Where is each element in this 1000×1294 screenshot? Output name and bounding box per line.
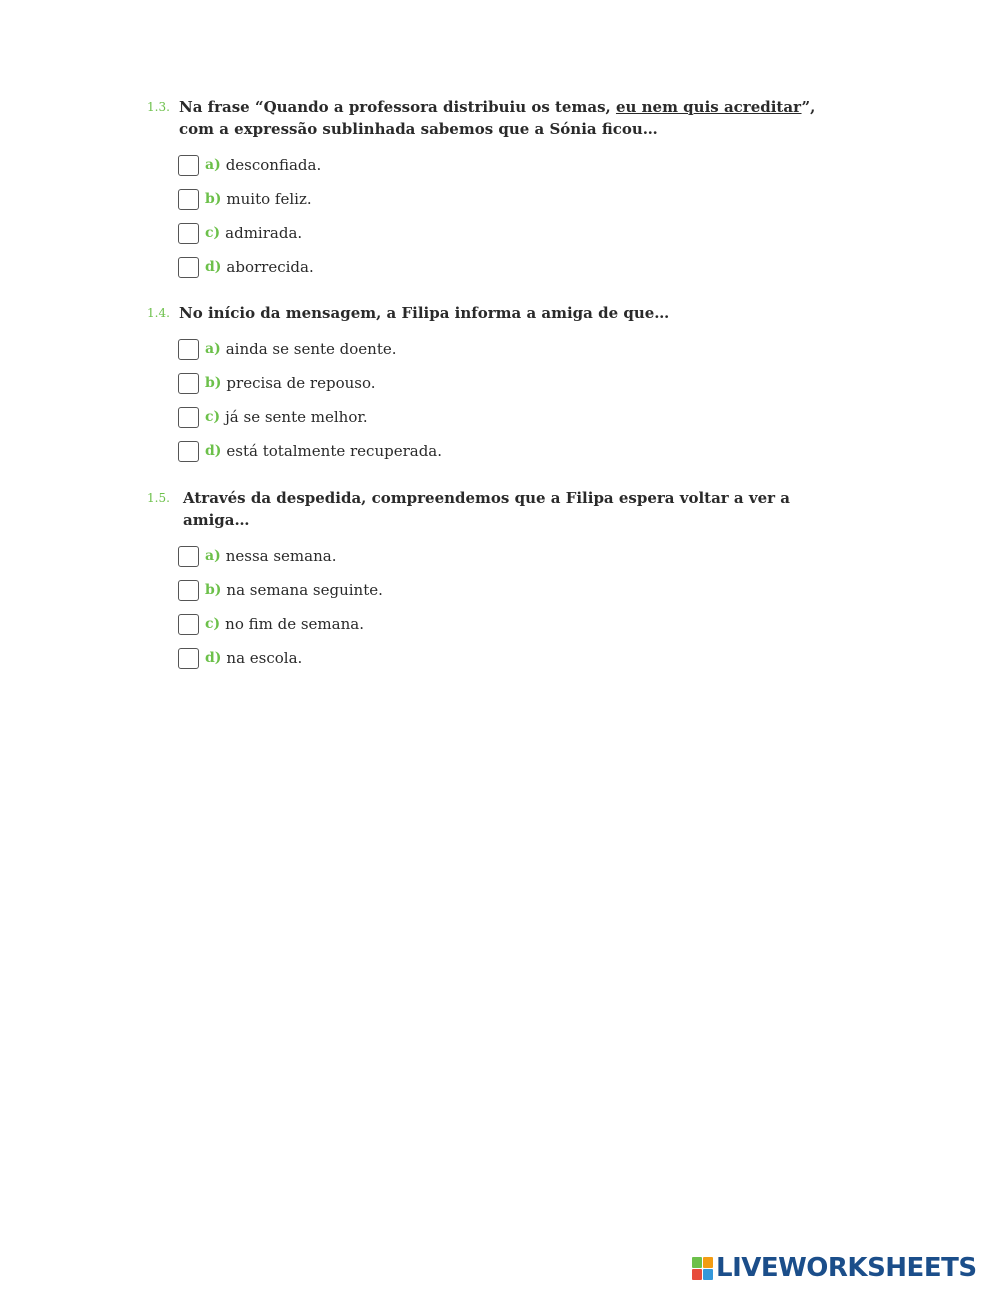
option-text: no fim de semana. bbox=[225, 615, 364, 633]
question-prompt bbox=[147, 487, 837, 531]
question-number: 1.3. bbox=[147, 100, 170, 114]
answer-checkbox[interactable] bbox=[178, 580, 199, 601]
answer-checkbox[interactable] bbox=[178, 257, 199, 278]
option-text: na semana seguinte. bbox=[226, 581, 383, 599]
option-letter: d) bbox=[205, 443, 222, 459]
question-text: Através da despedida, compreendemos que a Filipa espera voltar a ver a amiga… bbox=[183, 489, 790, 529]
option-letter: a) bbox=[205, 548, 221, 564]
option-text: já se sente melhor. bbox=[225, 408, 368, 426]
question-prompt bbox=[147, 302, 837, 324]
question-number: 1.5. bbox=[147, 491, 170, 505]
question-text: Na frase “Quando a professora distribuiu os temas, bbox=[179, 98, 616, 116]
option-text: admirada. bbox=[225, 224, 303, 242]
option-text: na escola. bbox=[226, 649, 303, 667]
options-list bbox=[178, 148, 837, 284]
option-c[interactable] bbox=[178, 607, 837, 641]
answer-checkbox[interactable] bbox=[178, 189, 199, 210]
option-text: aborrecida. bbox=[226, 258, 314, 276]
option-b[interactable] bbox=[178, 182, 837, 216]
question-text-end: ”, com a expressão sublinhada sabemos que a Sónia ficou… bbox=[179, 98, 816, 138]
answer-checkbox[interactable] bbox=[178, 155, 199, 176]
option-letter: d) bbox=[205, 259, 222, 275]
option-text: desconfiada. bbox=[225, 156, 322, 174]
question-number: 1.4. bbox=[147, 306, 170, 320]
option-text: está totalmente recuperada. bbox=[226, 442, 443, 460]
option-letter: c) bbox=[205, 409, 221, 425]
option-text: nessa semana. bbox=[225, 547, 337, 565]
answer-checkbox[interactable] bbox=[178, 407, 199, 428]
answer-checkbox[interactable] bbox=[178, 373, 199, 394]
answer-checkbox[interactable] bbox=[178, 223, 199, 244]
option-letter: b) bbox=[205, 375, 222, 391]
options-list bbox=[178, 539, 837, 675]
answer-checkbox[interactable] bbox=[178, 441, 199, 462]
question-text: No início da mensagem, a Filipa informa a amiga de que… bbox=[179, 304, 670, 322]
underlined-expression: eu nem quis acreditar bbox=[615, 98, 802, 116]
option-letter: c) bbox=[205, 225, 221, 241]
option-d[interactable] bbox=[178, 250, 837, 284]
option-letter: d) bbox=[205, 650, 222, 666]
answer-checkbox[interactable] bbox=[178, 614, 199, 635]
option-b[interactable] bbox=[178, 366, 837, 400]
option-d[interactable] bbox=[178, 434, 837, 468]
option-letter: b) bbox=[205, 191, 222, 207]
answer-checkbox[interactable] bbox=[178, 339, 199, 360]
option-b[interactable] bbox=[178, 573, 837, 607]
option-letter: a) bbox=[205, 341, 221, 357]
liveworksheets-logo bbox=[692, 1252, 977, 1284]
question-1-5 bbox=[147, 487, 837, 675]
answer-checkbox[interactable] bbox=[178, 648, 199, 669]
option-c[interactable] bbox=[178, 216, 837, 250]
option-a[interactable] bbox=[178, 148, 837, 182]
question-1-3 bbox=[147, 96, 837, 284]
answer-checkbox[interactable] bbox=[178, 546, 199, 567]
option-text: muito feliz. bbox=[226, 190, 312, 208]
question-1-4 bbox=[147, 302, 837, 468]
options-list bbox=[178, 332, 837, 468]
option-text: precisa de repouso. bbox=[226, 374, 376, 392]
option-letter: b) bbox=[205, 582, 222, 598]
logo-mark-icon bbox=[692, 1257, 713, 1280]
option-d[interactable] bbox=[178, 641, 837, 675]
option-a[interactable] bbox=[178, 539, 837, 573]
question-prompt bbox=[147, 96, 837, 140]
option-c[interactable] bbox=[178, 400, 837, 434]
option-text: ainda se sente doente. bbox=[225, 340, 397, 358]
option-letter: a) bbox=[205, 157, 221, 173]
option-letter: c) bbox=[205, 616, 221, 632]
option-a[interactable] bbox=[178, 332, 837, 366]
logo-text: LIVEWORKSHEETS bbox=[716, 1253, 977, 1283]
